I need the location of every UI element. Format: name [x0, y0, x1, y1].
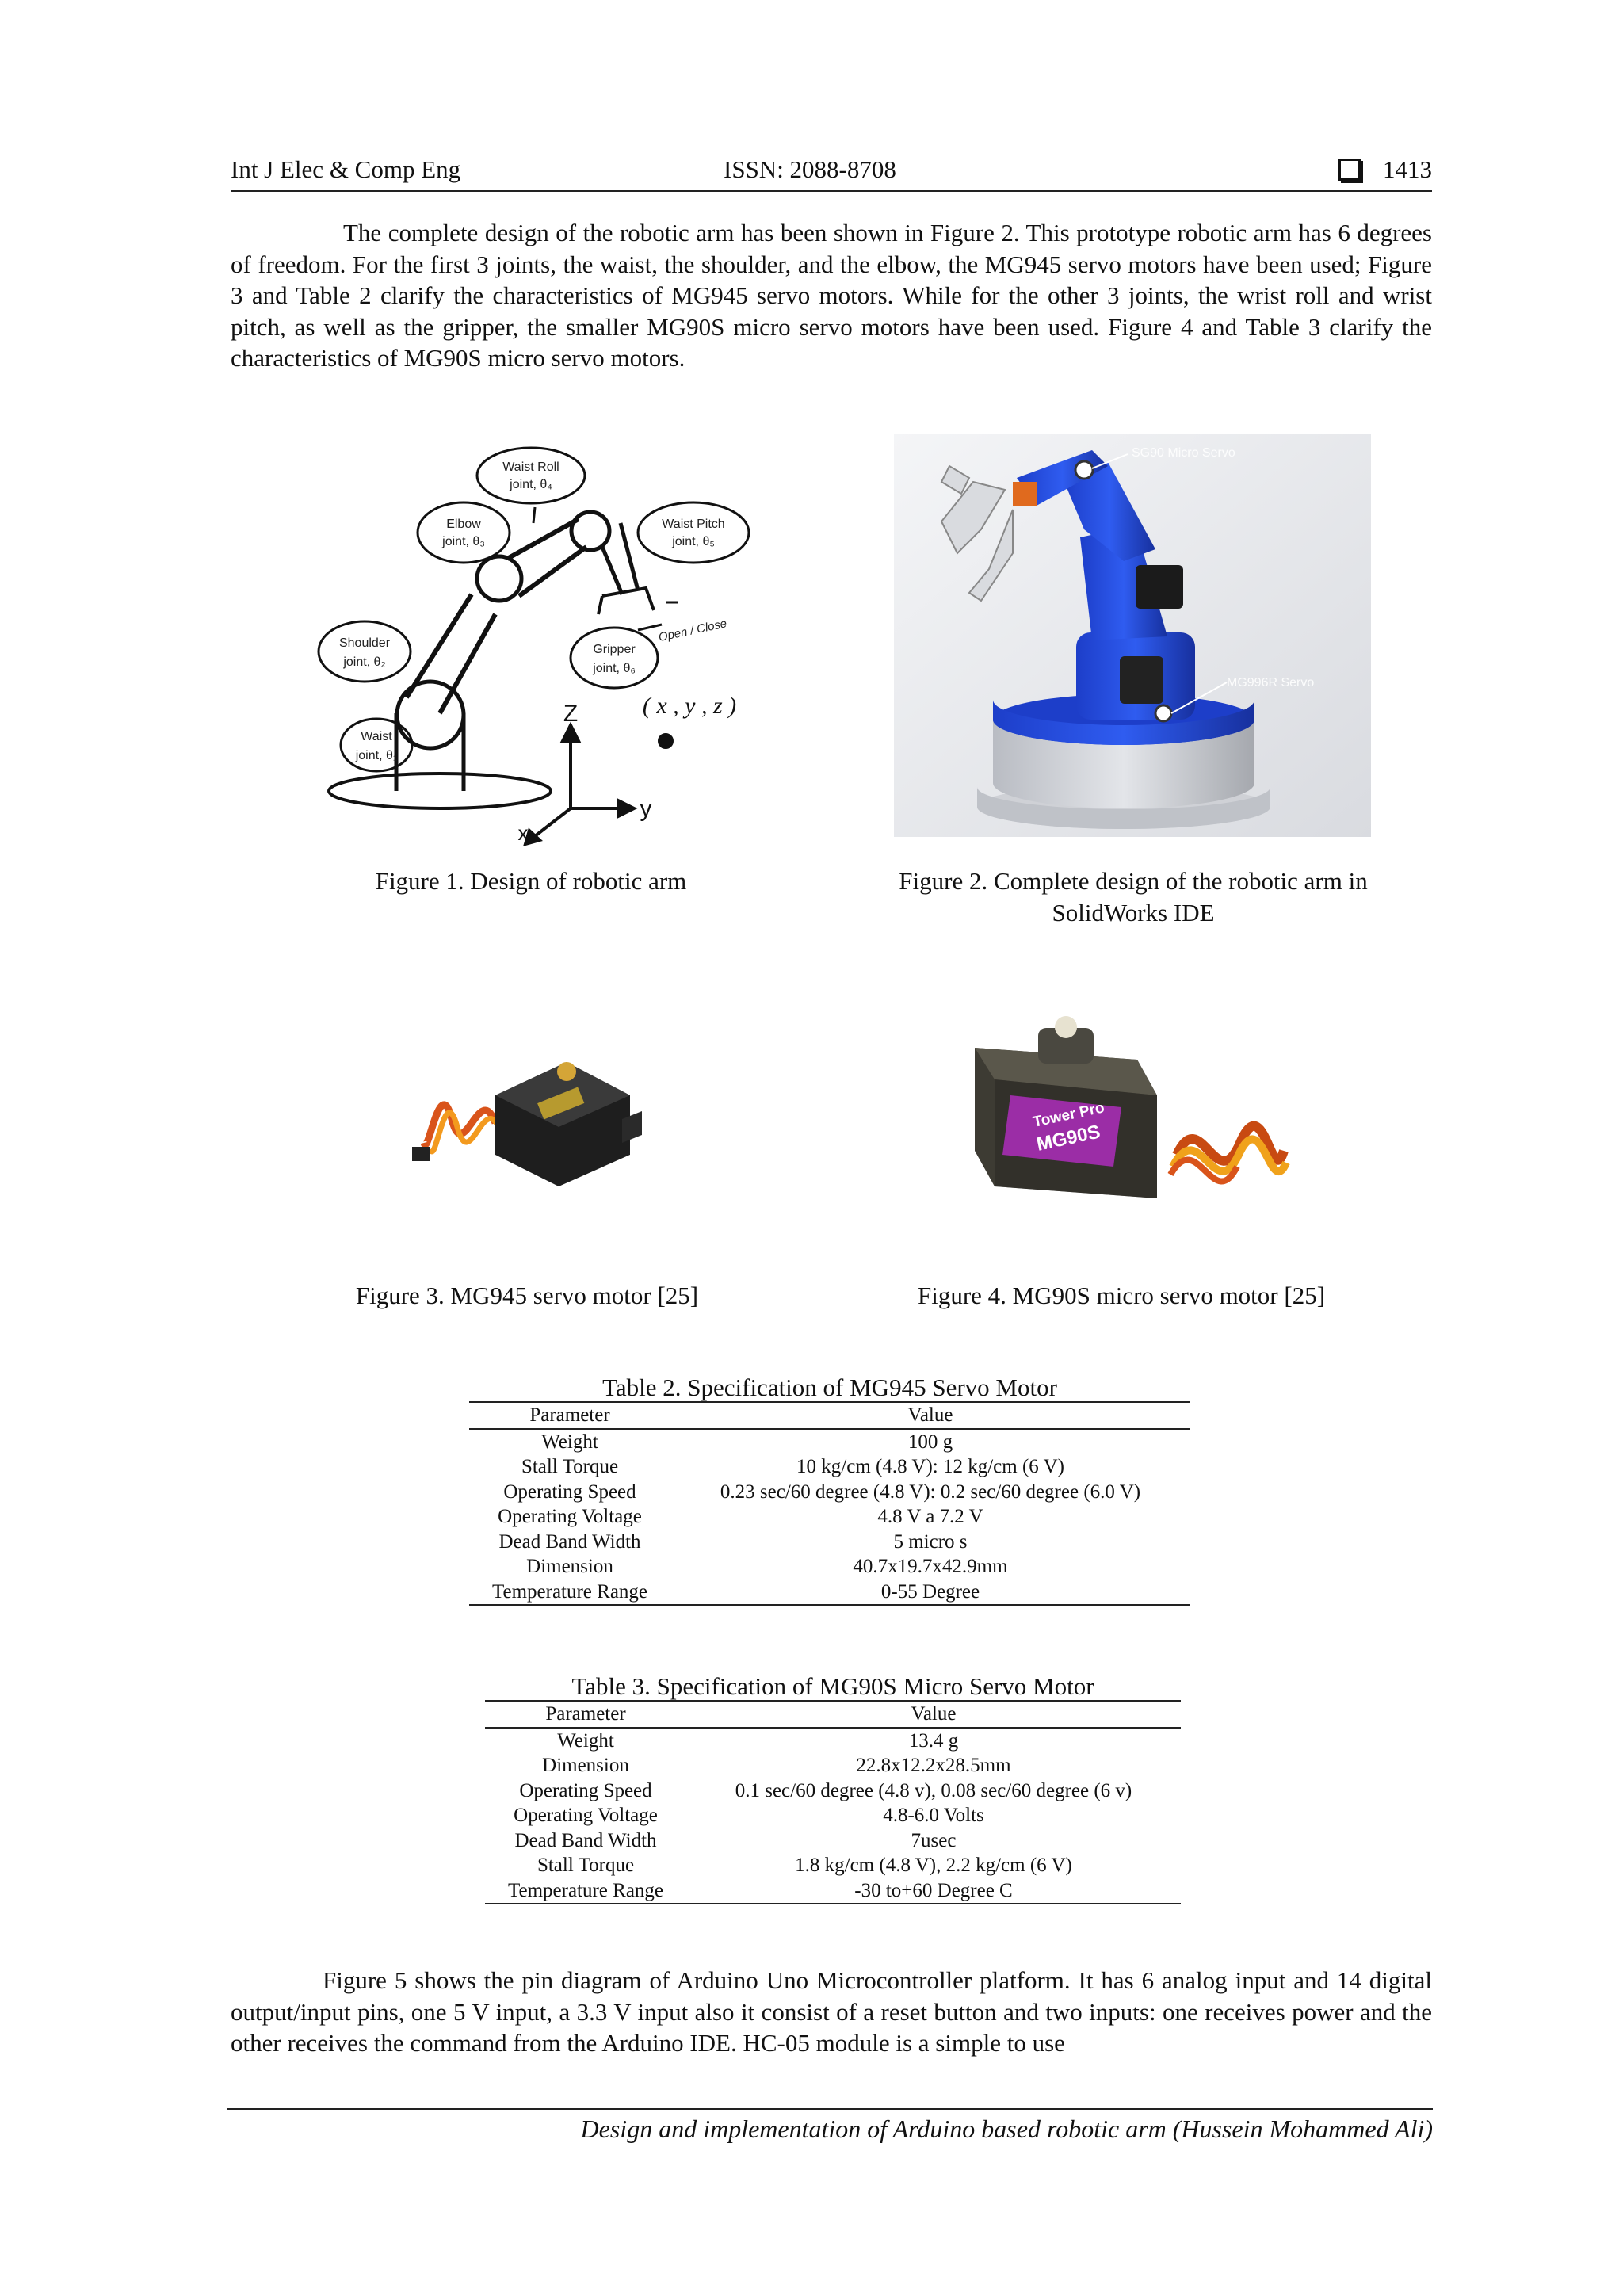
fig1-axis-x: x [517, 821, 529, 845]
fig2-label-micro-servo: SG90 Micro Servo [1132, 446, 1235, 460]
table-row: Weight 13.4 g [557, 1729, 959, 1752]
table-2-title: Table 2. Specification of MG945 Servo Motor [469, 1374, 1190, 1403]
fig1-label-shoulder-joint: joint, θ₂ [343, 655, 386, 669]
table-row: Operating Speed 0.1 sec/60 degree (4.8 v), 0.08 sec/60 degree (6 v) [519, 1779, 1132, 1801]
table-header-row [485, 1702, 1181, 1729]
journal-name: Int J Elec & Comp Eng [231, 155, 461, 183]
waist-bubble [341, 719, 412, 771]
figure-4-caption: Figure 4. MG90S micro servo motor [25] [917, 1282, 1326, 1309]
fig4-brand: Tower Pro [1031, 1099, 1106, 1131]
fig1-label-elbow: Elbow [446, 518, 481, 531]
fig1-label-waist: Waist [361, 730, 392, 743]
table-row: Operating Speed 0.23 sec/60 degree (4.8 V): 0.2 sec/60 degree (6.0 V) [503, 1480, 1141, 1503]
table-header-parameter: Parameter [545, 1703, 626, 1725]
figure-1-arm-diagram [305, 444, 773, 848]
table-row: Dimension 22.8x12.2x28.5mm [542, 1755, 1011, 1776]
table-row: Operating Voltage 4.8 V a 7.2 V [498, 1506, 983, 1527]
table-3-title: Table 3. Specification of MG90S Micro Servo Motor [485, 1673, 1181, 1702]
figure-3-caption: Figure 3. MG945 servo motor [25] [355, 1282, 699, 1309]
intro-paragraph: The complete design of the robotic arm has been shown in Figure 2. This prototype robotic arm has 6 degrees of freedom. For the first 3 joints, the waist, the shoulder, and the elbow, the MG945 servo motors have been used; Figure 3 and Table 2 clarify the characteristics of MG945 servo motors. While for the other 3 joints, the wrist roll and wrist pitch, as well as the gripper, the smaller MG90S micro servo motors have been used. Figure 4 and Table 3 clarify the characteristics of MG90S micro servo motors. [231, 219, 1432, 372]
table-header-value: Value [911, 1703, 957, 1725]
figure-1-caption: Figure 1. Design of robotic arm [375, 867, 687, 895]
running-footer: Design and implementation of Arduino based robotic arm (Hussein Mohammed Ali) [227, 2108, 1433, 2144]
fig1-axis-z: Z [563, 701, 579, 727]
fig1-label-waist-pitch: Waist Pitch [662, 518, 725, 531]
fig1-coords: ( x , y , z ) [642, 693, 737, 719]
table-header-row [469, 1403, 1190, 1430]
shoulder-bubble [319, 621, 411, 682]
figure-3-mg945-servo [408, 1048, 646, 1206]
fig1-label-gripper: Gripper [593, 643, 636, 656]
running-header [231, 155, 1432, 192]
table-row: Stall Torque 1.8 kg/cm (4.8 V), 2.2 kg/cm (6 V) [537, 1855, 1072, 1876]
table-row: Temperature Range 0-55 Degree [469, 1580, 1190, 1606]
table-header-parameter: Parameter [529, 1404, 610, 1426]
fig1-label-gripper-joint: joint, θ₆ [593, 662, 636, 675]
table-row: Operating Voltage 4.8-6.0 Volts [514, 1805, 984, 1826]
table-row: Stall Torque 10 kg/cm (4.8 V): 12 kg/cm (6 V) [521, 1456, 1064, 1477]
fig1-label-waist-roll: Waist Roll [502, 460, 559, 474]
table-row: Dead Band Width 7usec [514, 1829, 957, 1851]
table-header-value: Value [907, 1404, 953, 1426]
page-number: 1413 [1383, 155, 1432, 183]
fig1-label-waist-pitch-joint: joint, θ₅ [672, 535, 715, 548]
issn: ISSN: 2088-8708 [724, 155, 896, 183]
table-row: Dimension 40.7x19.7x42.9mm [526, 1556, 1008, 1577]
fig4-model: MG90S [1034, 1121, 1102, 1156]
fig1-axis-y: y [640, 796, 652, 822]
fig1-label-waist-roll-joint: joint, θ₄ [510, 478, 552, 491]
square-bullet-icon [1338, 159, 1361, 181]
body-paragraph: Figure 5 shows the pin diagram of Arduino Uno Microcontroller platform. It has 6 analog input and 14 digital output/input pins, one 5 V input, a 3.3 V input also it consist of a reset button and two inputs: one receives power and the other receives the command from the Arduino IDE. HC-05 module is a simple to use [231, 1966, 1432, 2057]
figure-2-solidworks-render [894, 434, 1371, 837]
figure-4-mg90s-servo [963, 1016, 1296, 1222]
table-row: Dead Band Width 5 micro s [498, 1530, 968, 1553]
table-row: Weight 100 g [541, 1431, 953, 1453]
table-3 [485, 1673, 1181, 1904]
fig2-label-servo: MG996R Servo [1227, 676, 1315, 690]
fig1-label-open-close: Open / Close [657, 617, 728, 645]
table-row: Temperature Range -30 to+60 Degree C [485, 1878, 1181, 1905]
fig1-label-shoulder: Shoulder [338, 636, 391, 650]
fig1-label-waist-joint: joint, θ₁ [355, 749, 398, 762]
fig1-label-elbow-joint: joint, θ₃ [442, 535, 485, 548]
table-2 [469, 1374, 1190, 1606]
figure-2-caption: Figure 2. Complete design of the robotic arm in SolidWorks IDE [899, 867, 1368, 926]
